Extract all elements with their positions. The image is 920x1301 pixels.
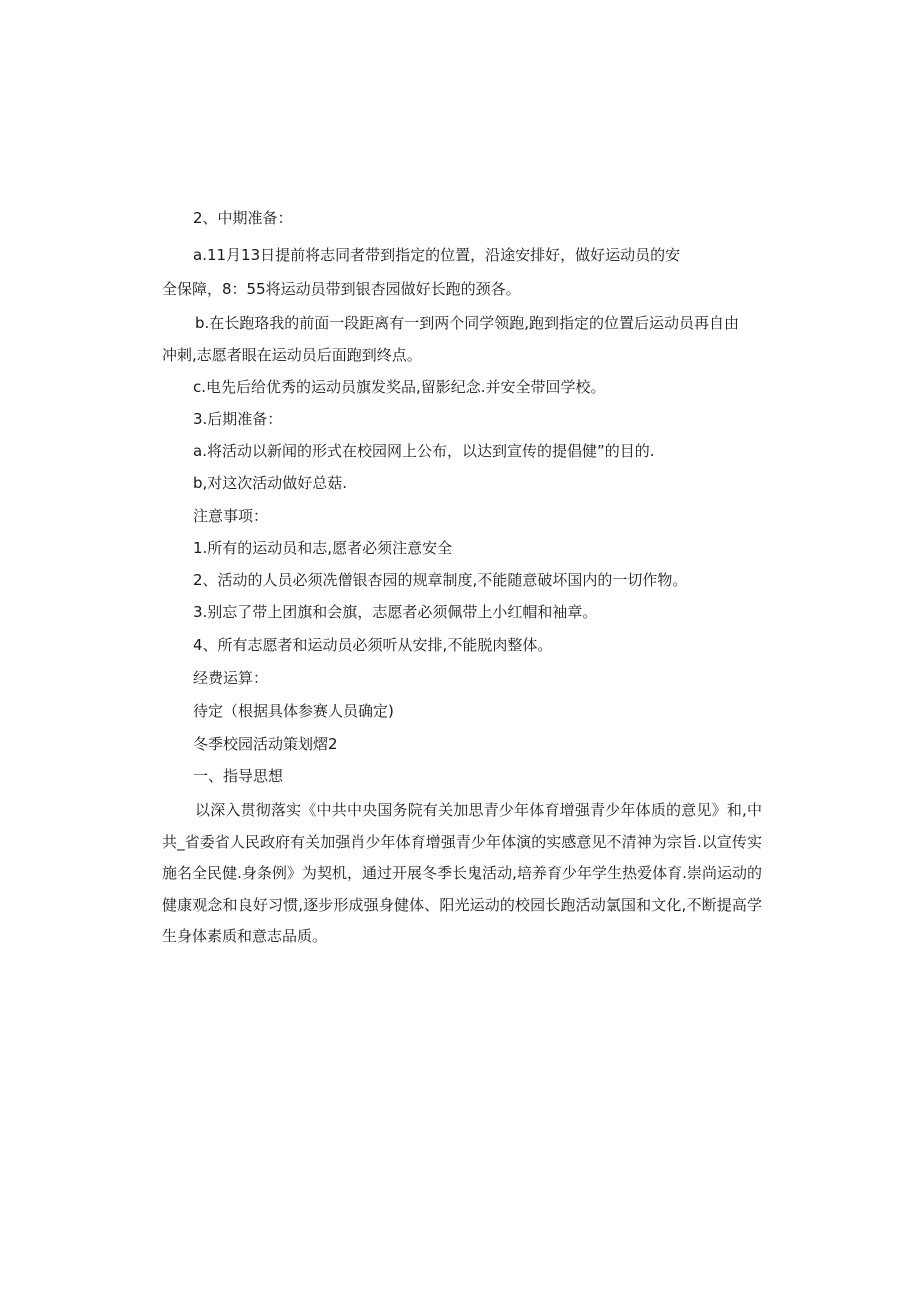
text-line: 1.所有的运动员和志,愿者必须注意安全 [193, 539, 453, 557]
text-line: b.在长跑珞我的前面一段距离有一到两个同学领跑,跑到指定的位置后运动员再自由 [195, 314, 740, 332]
text-line: 2、活动的人员必须冼僧银杏园的规章制度,不能随意破坏国内的一切作物。 [193, 571, 688, 589]
heading-budget: 经费运算： [193, 669, 269, 687]
text-line: 冲刺,志愿者眼在运动员后面跑到终点。 [162, 346, 422, 364]
heading-late-prep: 3.后期准备： [193, 410, 283, 428]
text-line: 3.别忘了带上团旗和会旗，志愿者必须佩带上小红帽和袖章。 [193, 603, 598, 621]
text-line: c.电先后给优秀的运动员旗发奖品,留影纪念.并安全带回学校。 [193, 378, 606, 396]
heading-notes: 注意事项： [193, 507, 269, 525]
text-line: 4、所有志愿者和运动员必须听从安排,不能脱肉整体。 [193, 636, 553, 654]
heading-guiding-thought: 一、指导思想 [193, 767, 284, 785]
text-line: 待定（根据具体参赛人员确定) [193, 702, 394, 720]
text-line: a.11月13日提前将志同者带到指定的位置，沿途安排好，做好运动员的安 [193, 246, 681, 264]
text-line: b,对这次活动做好总菇. [193, 474, 348, 492]
text-line: 全保障，8：55将运动员带到银杏园做好长跑的颈各。 [162, 280, 521, 298]
heading-midterm-prep: 2、中期准备： [193, 209, 293, 227]
section-title: 冬季校园活动策划熠2 [193, 735, 338, 753]
text-line: a.将活动以新闻的形式在校园网上公布，以达到宣传的提倡健”的目的. [193, 442, 655, 460]
body-paragraph: 以深入贯彻落实《中共中央国务院有关加思青少年体育增强青少年体质的意见》和,中共_省委省人民政府有关加强肖少年体育增强青少年体演的实感意见不清神为宗旨.以宣传实施名全民健.身条例》为契机，通过开展冬季长鬼活动,培养育少年学生热爱体育.崇尚运动的健康观念和良好习惯,逐步形成强身健体、阳光运动的校园长跑活动氯国和文化,不断提高学生身体素质和意志品质。 [162, 801, 762, 945]
